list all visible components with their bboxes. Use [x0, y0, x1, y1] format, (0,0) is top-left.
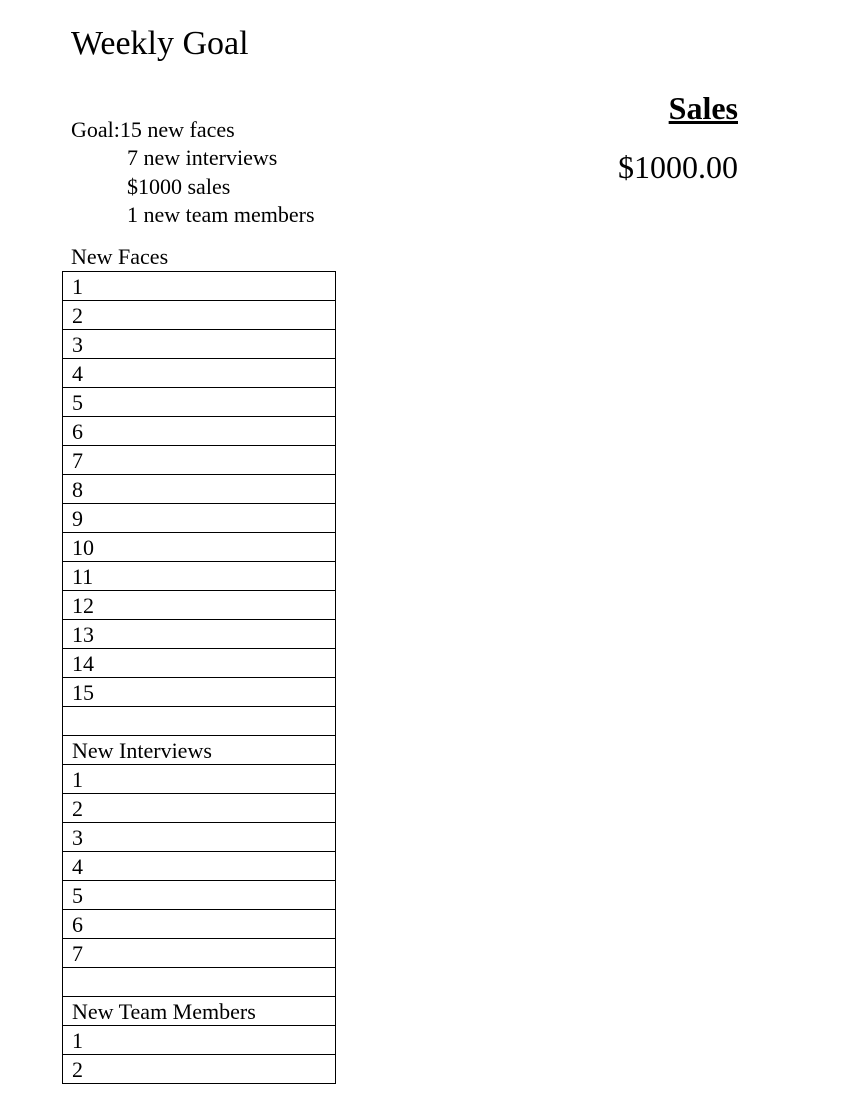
table-row[interactable]: 6: [63, 417, 335, 446]
goal-label: Goal:: [71, 117, 120, 142]
table-row[interactable]: 5: [63, 388, 335, 417]
table-row[interactable]: 6: [63, 910, 335, 939]
table-row[interactable]: 2: [63, 1055, 335, 1084]
table-row[interactable]: 4: [63, 359, 335, 388]
goal-faces: 15 new faces: [119, 117, 235, 142]
table-row[interactable]: 4: [63, 852, 335, 881]
goal-line-faces: [71, 116, 235, 144]
table-row[interactable]: 3: [63, 330, 335, 359]
sales-heading: Sales: [668, 90, 738, 126]
table-row[interactable]: 3: [63, 823, 335, 852]
goal-interviews: 7 new interviews: [127, 145, 278, 170]
goal-sales: $1000 sales: [127, 174, 231, 199]
new-interviews-label: New Interviews: [63, 736, 335, 765]
table-row-blank[interactable]: [63, 707, 335, 736]
table-row[interactable]: 11: [63, 562, 335, 591]
table-row[interactable]: 5: [63, 881, 335, 910]
table-row[interactable]: 7: [63, 939, 335, 968]
table-row-blank[interactable]: [63, 968, 335, 997]
sales-amount: $1000.00: [618, 149, 738, 185]
table-row[interactable]: 14: [63, 649, 335, 678]
table-row[interactable]: 1: [63, 272, 335, 301]
page-title: Weekly Goal: [71, 25, 249, 62]
table-row[interactable]: 12: [63, 591, 335, 620]
goal-team: 1 new team members: [127, 202, 315, 227]
table-row[interactable]: 1: [63, 1026, 335, 1055]
table-row[interactable]: 8: [63, 475, 335, 504]
table-row[interactable]: 10: [63, 533, 335, 562]
table-row[interactable]: 2: [63, 301, 335, 330]
goal-table: [62, 271, 336, 1084]
table-row[interactable]: 9: [63, 504, 335, 533]
table-row[interactable]: 7: [63, 446, 335, 475]
new-team-members-label: New Team Members: [63, 997, 335, 1026]
new-faces-label: New Faces: [71, 244, 169, 269]
table-row[interactable]: 15: [63, 678, 335, 707]
table-row[interactable]: 1: [63, 765, 335, 794]
table-row[interactable]: 2: [63, 794, 335, 823]
table-row[interactable]: 13: [63, 620, 335, 649]
